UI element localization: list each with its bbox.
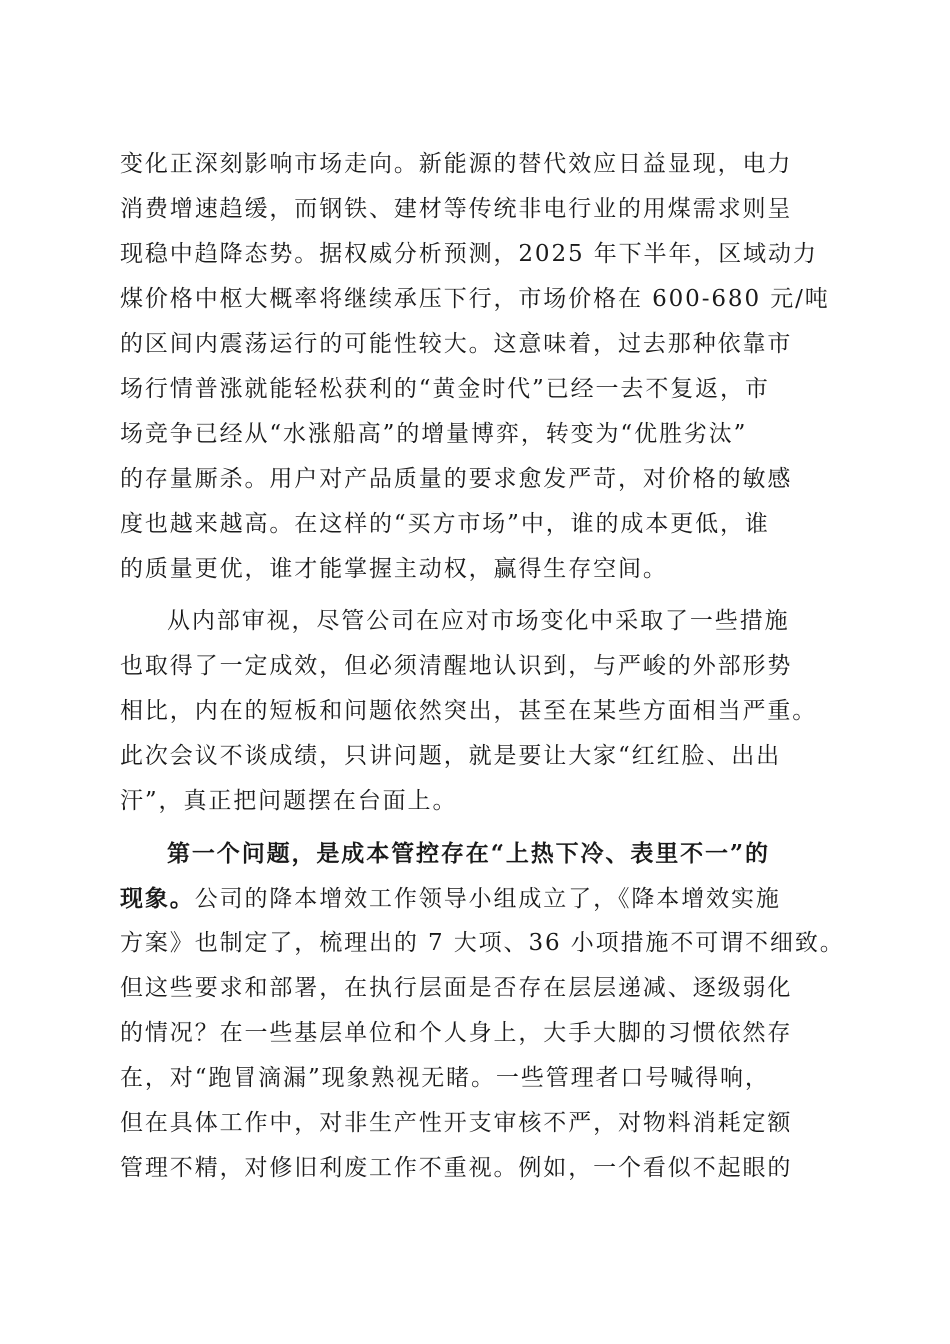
section-heading-cont: 现象。	[120, 885, 195, 912]
text-line: 场竞争已经从“水涨船高”的增量博弈，转变为“优胜劣汰”	[120, 421, 748, 447]
text-line: 场行情普涨就能轻松获利的“黄金时代”已经一去不复返，市	[120, 376, 770, 402]
text-line	[120, 876, 840, 921]
paragraph-first-problem	[120, 831, 845, 1191]
text-line: 在，对“跑冒滴漏”现象熟视无睹。一些管理者口号喊得响，	[120, 1065, 770, 1091]
text-line: 方案》也制定了，梳理出的 7 大项、36 小项措施不可谓不细致。	[120, 930, 845, 956]
text-line: 也取得了一定成效，但必须清醒地认识到，与严峻的外部形势	[120, 653, 793, 679]
text-line: 的存量厮杀。用户对产品质量的要求愈发严苛，对价格的敏感	[120, 466, 793, 492]
text-line: 的情况？在一些基层单位和个人身上，大手大脚的习惯依然存	[120, 1020, 793, 1046]
text-line: 但这些要求和部署，在执行层面是否存在层层递减、逐级弱化	[120, 975, 793, 1001]
text-line: 的区间内震荡运行的可能性较大。这意味着，过去那种依靠市	[120, 331, 793, 357]
text-line: 变化正深刻影响市场走向。新能源的替代效应日益显现，电力	[120, 151, 793, 177]
text-line: 此次会议不谈成绩，只讲问题，就是要让大家“红红脸、出出	[120, 743, 782, 769]
document-body	[120, 142, 845, 1191]
text-line: 现稳中趋降态势。据权威分析预测，2025 年下半年，区域动力	[120, 241, 818, 267]
text-line: 度也越来越高。在这样的“买方市场”中，谁的成本更低，谁	[120, 511, 770, 537]
text-line: 从内部审视，尽管公司在应对市场变化中采取了一些措施	[167, 608, 790, 634]
text-line: 管理不精，对修旧利废工作不重视。例如，一个看似不起眼的	[120, 1155, 793, 1181]
paragraph-market-outlook	[120, 142, 840, 592]
text-span: 公司的降本增效工作领导小组成立了，《降本增效实施	[194, 886, 781, 912]
text-line: 但在具体工作中，对非生产性开支审核不严，对物料消耗定额	[120, 1110, 793, 1136]
paragraph-internal-review	[120, 599, 840, 824]
text-line: 相比，内在的短板和问题依然突出，甚至在某些方面相当严重。	[120, 698, 818, 724]
text-line: 汗”，真正把问题摆在台面上。	[120, 788, 458, 814]
section-heading: 第一个问题，是成本管控存在“上热下冷、表里不一”的	[167, 840, 770, 867]
text-line: 消费增速趋缓，而钢铁、建材等传统非电行业的用煤需求则呈	[120, 196, 793, 222]
text-line: 的质量更优，谁才能掌握主动权，赢得生存空间。	[120, 556, 668, 582]
text-line: 煤价格中枢大概率将继续承压下行，市场价格在 600-680 元/吨	[120, 286, 830, 312]
